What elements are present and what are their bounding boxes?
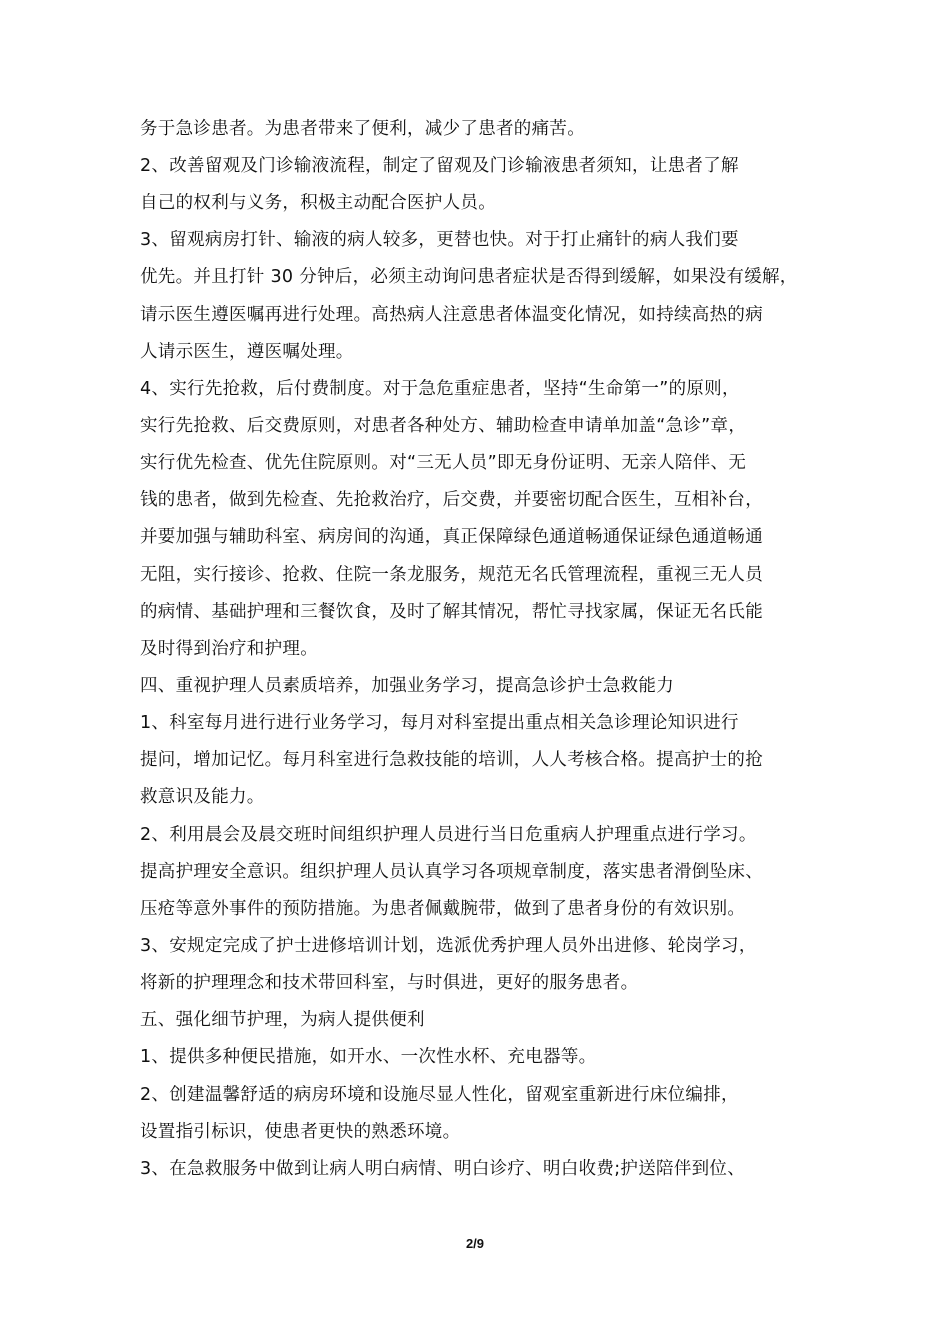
text-line: 3、安规定完成了护士进修培训计划，选派优秀护理人员外出进修、轮岗学习， xyxy=(140,936,757,956)
text-line: 救意识及能力。 xyxy=(140,787,265,807)
text-line: 无阻，实行接诊、抢救、住院一条龙服务，规范无名氏管理流程，重视三无人员 xyxy=(140,565,763,585)
page-number: 2/9 xyxy=(465,1236,485,1251)
text-line: 优先。并且打针 30 分钟后，必须主动询问患者症状是否得到缓解，如果没有缓解， xyxy=(140,267,798,287)
text-line: 4、实行先抢救，后付费制度。对于急危重症患者，坚持“生命第一”的原则， xyxy=(140,379,740,399)
text-line: 请示医生遵医嘱再进行处理。高热病人注意患者体温变化情况，如持续高热的病 xyxy=(140,305,763,325)
text-line: 3、留观病房打针、输液的病人较多，更替也快。对于打止痛针的病人我们要 xyxy=(140,230,739,250)
text-line: 3、在急救服务中做到让病人明白病情、明白诊疗、明白收费;护送陪伴到位、 xyxy=(140,1159,746,1179)
text-line: 钱的患者，做到先检查、先抢救治疗，后交费，并要密切配合医生，互相补台， xyxy=(140,490,763,510)
text-line: 人请示医生，遵医嘱处理。 xyxy=(140,342,354,362)
text-line: 设置指引标识，使患者更快的熟悉环境。 xyxy=(140,1122,461,1142)
text-line: 提高护理安全意识。组织护理人员认真学习各项规章制度，落实患者滑倒坠床、 xyxy=(140,862,763,882)
text-line: 及时得到治疗和护理。 xyxy=(140,639,318,659)
text-line: 务于急诊患者。为患者带来了便利，减少了患者的痛苦。 xyxy=(140,119,585,139)
text-line: 压疮等意外事件的预防措施。为患者佩戴腕带，做到了患者身份的有效识别。 xyxy=(140,899,746,919)
text-line: 1、科室每月进行进行业务学习，每月对科室提出重点相关急诊理论知识进行 xyxy=(140,713,739,733)
section-heading: 四、重视护理人员素质培养，加强业务学习，提高急诊护士急救能力 xyxy=(140,676,674,696)
text-line: 1、提供多种便民措施，如开水、一次性水杯、充电器等。 xyxy=(140,1047,597,1067)
text-line: 2、改善留观及门诊输液流程，制定了留观及门诊输液患者须知，让患者了解 xyxy=(140,156,739,176)
text-line: 的病情、基础护理和三餐饮食，及时了解其情况，帮忙寻找家属，保证无名氏能 xyxy=(140,602,763,622)
text-line: 自己的权利与义务，积极主动配合医护人员。 xyxy=(140,193,496,213)
section-heading: 五、强化细节护理，为病人提供便利 xyxy=(140,1010,425,1030)
text-line: 实行先抢救、后交费原则，对患者各种处方、辅助检查申请单加盖“急诊”章， xyxy=(140,416,747,436)
text-line: 实行优先检查、优先住院原则。对“三无人员”即无身份证明、无亲人陪伴、无 xyxy=(140,453,747,473)
text-line: 将新的护理理念和技术带回科室，与时俱进，更好的服务患者。 xyxy=(140,973,639,993)
text-line: 并要加强与辅助科室、病房间的沟通，真正保障绿色通道畅通保证绿色通道畅通 xyxy=(140,527,763,547)
text-line: 提问，增加记忆。每月科室进行急救技能的培训，人人考核合格。提高护士的抢 xyxy=(140,750,763,770)
text-line: 2、创建温馨舒适的病房环境和设施尽显人性化，留观室重新进行床位编排， xyxy=(140,1085,739,1105)
text-line: 2、利用晨会及晨交班时间组织护理人员进行当日危重病人护理重点进行学习。 xyxy=(140,825,757,845)
